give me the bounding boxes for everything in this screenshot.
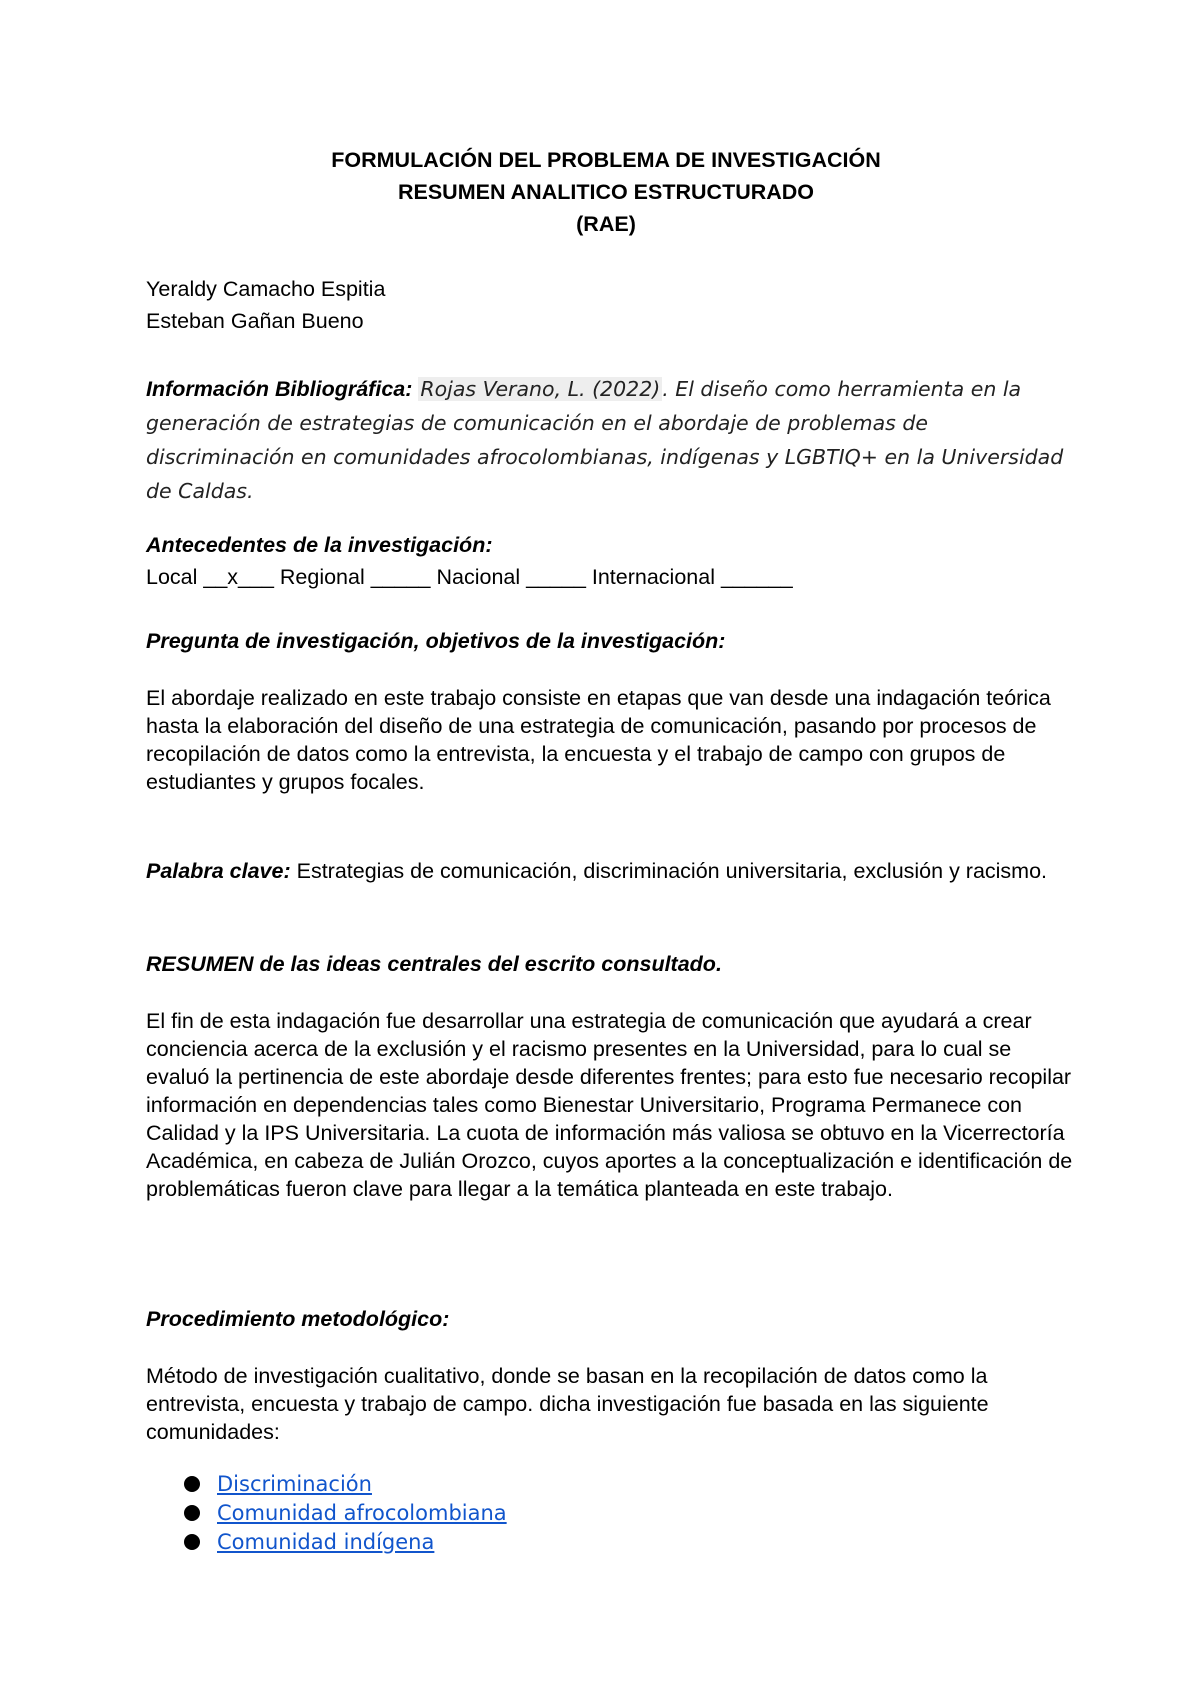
pregunta-text: El abordaje realizado en este trabajo consiste en etapas que van desde una indagación teórica hasta la elaboración del diseño de una estrategia de comunicación, pasando por procesos de recopilación de datos como la entrevista, la encuesta y el trabajo de campo con grupos de estudiantes y grupos focales.	[146, 686, 1051, 794]
pregunta-label: Pregunta de investigación, objetivos de la investigación:	[146, 629, 726, 653]
resumen-label: RESUMEN de las ideas centrales del escrito consultado.	[146, 952, 722, 976]
title-line-2: RESUMEN ANALITICO ESTRUCTURADO	[397, 180, 815, 204]
procedimiento-text: Método de investigación cualitativo, donde se basan en la recopilación de datos como la entrevista, encuesta y trabajo de campo. dicha investigación fue basada en las siguiente comunidades:	[146, 1364, 989, 1444]
bullet-icon	[184, 1476, 200, 1492]
procedimiento-label: Procedimiento metodológico:	[146, 1307, 450, 1331]
link-comunidad-indigena[interactable]: Comunidad indígena	[217, 1529, 435, 1554]
list-item	[184, 1469, 507, 1498]
list-item	[184, 1527, 507, 1556]
antecedentes-label: Antecedentes de la investigación:	[146, 533, 493, 557]
link-discriminacion[interactable]: Discriminación	[217, 1471, 372, 1496]
bullet-icon	[184, 1534, 200, 1550]
keywords	[146, 854, 1076, 888]
resumen-text: El fin de esta indagación fue desarrollar una estrategia de comunicación que ayudará a crear conciencia acerca de la exclusión y el racismo presentes en la Universidad, para lo cual se evaluó la pertinencia de este abordaje desde diferentes frentes; para esto fue necesario recopilar información en dependencias tales como Bienestar Universitario, Programa Permanece con Calidad y la IPS Universitaria. La cuota de información más valiosa se obtuvo en la Vicerrectoría Académica, en cabeza de Julián Orozco, cuyos aportes a la conceptualización e identificación de problemáticas fueron clave para llegar a la temática planteada en este trabajo.	[146, 1009, 1073, 1201]
link-comunidad-afrocolombiana[interactable]: Comunidad afrocolombiana	[217, 1500, 507, 1525]
keywords-label: Palabra clave:	[146, 859, 291, 883]
community-list	[184, 1469, 507, 1556]
keywords-text: Estrategias de comunicación, discriminación universitaria, exclusión y racismo.	[290, 859, 1048, 883]
title-line-1: FORMULACIÓN DEL PROBLEMA DE INVESTIGACIÓN	[331, 148, 881, 172]
bibliography-label: Información Bibliográfica:	[146, 377, 413, 401]
title-line-3: (RAE)	[576, 212, 636, 236]
antecedentes-options: Local __x___ Regional _____ Nacional _____ Internacional ______	[146, 565, 793, 589]
citation-text: . El diseño como herramienta en la generación de estrategias de comunicación en el abordaje de problemas de discriminación en comunidades afrocolombianas, indígenas y LGBTIQ+ en la Universidad de Caldas.	[146, 377, 1064, 503]
bullet-icon	[184, 1505, 200, 1521]
citation-highlight: Rojas Verano, L. (2022)	[420, 377, 661, 401]
list-item	[184, 1498, 507, 1527]
bibliography	[146, 372, 1076, 508]
author-2: Esteban Gañan Bueno	[146, 309, 364, 333]
author-1: Yeraldy Camacho Espitia	[146, 277, 386, 301]
